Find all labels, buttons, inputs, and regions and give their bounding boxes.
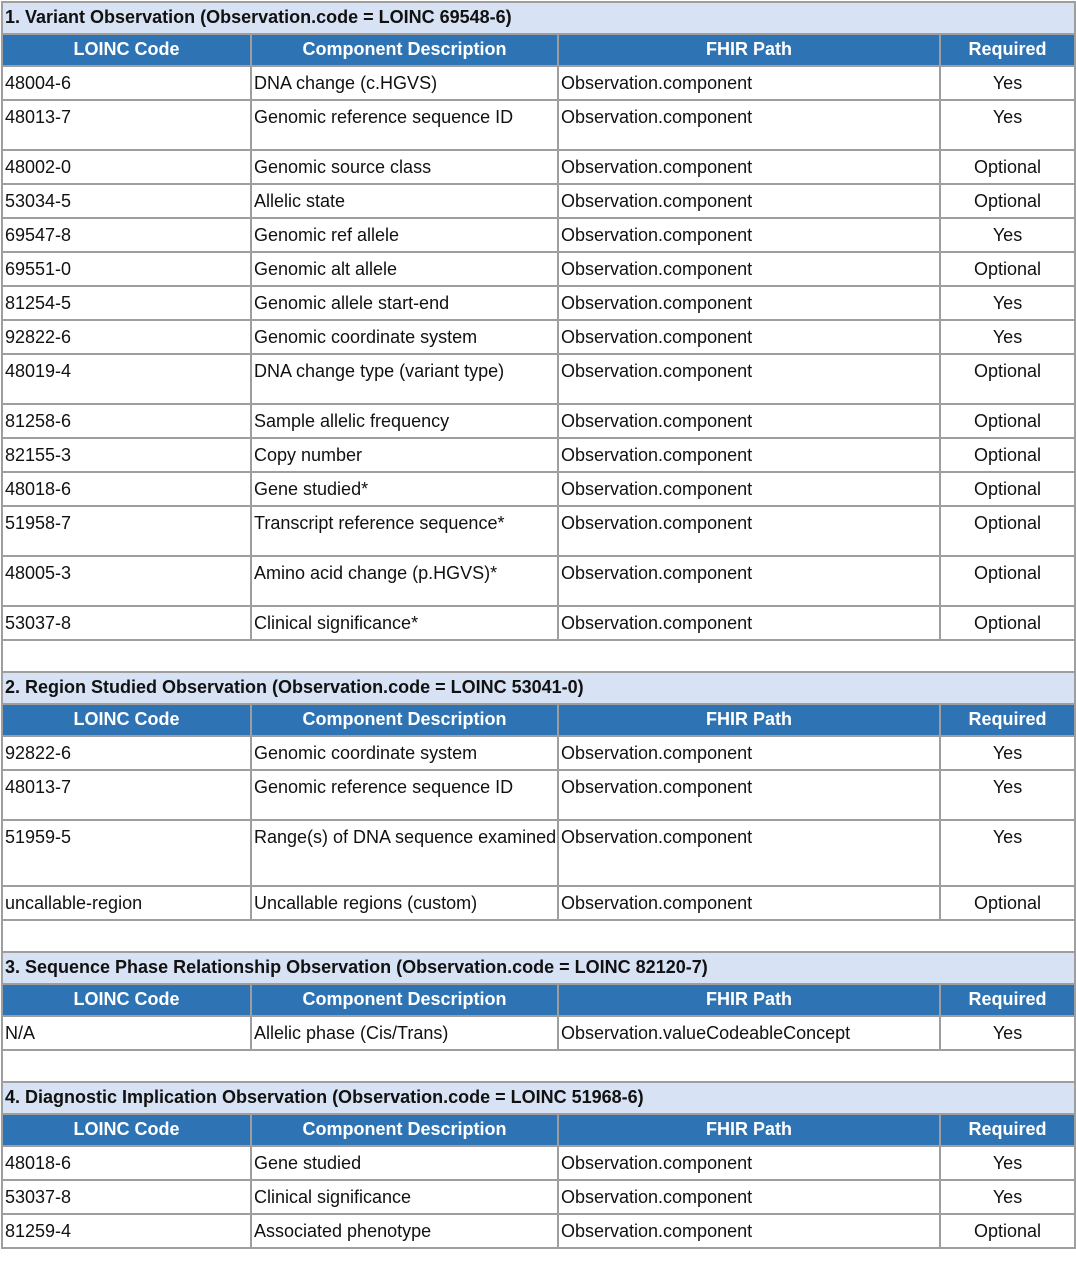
table-row: [2, 1214, 1075, 1248]
loinc-code-cell: 92822-6: [2, 320, 251, 354]
loinc-code-cell: 48004-6: [2, 66, 251, 100]
header-component-description: Component Description: [251, 34, 558, 66]
fhir-path-cell: Observation.component: [558, 100, 940, 150]
spacer-row: [2, 1050, 1075, 1082]
table-row: [2, 736, 1075, 770]
section-title: 3. Sequence Phase Relationship Observation (Observation.code = LOINC 82120-7): [2, 952, 1075, 984]
header-required: Required: [940, 1114, 1075, 1146]
section-title-row: [2, 952, 1075, 984]
loinc-code-cell: 48018-6: [2, 472, 251, 506]
description-cell: Gene studied*: [251, 472, 558, 506]
table-row: [2, 1016, 1075, 1050]
fhir-path-cell: Observation.component: [558, 438, 940, 472]
loinc-code-cell: 81258-6: [2, 404, 251, 438]
header-loinc-code: LOINC Code: [2, 704, 251, 736]
header-required: Required: [940, 984, 1075, 1016]
fhir-path-cell: Observation.component: [558, 252, 940, 286]
required-cell: Yes: [940, 1146, 1075, 1180]
required-cell: Optional: [940, 556, 1075, 606]
loinc-code-cell: 51959-5: [2, 820, 251, 886]
spacer-row: [2, 920, 1075, 952]
spacer-cell: [2, 1050, 1075, 1082]
loinc-code-cell: 53034-5: [2, 184, 251, 218]
spacer-cell: [2, 640, 1075, 672]
loinc-code-cell: 81254-5: [2, 286, 251, 320]
required-cell: Optional: [940, 472, 1075, 506]
description-cell: Genomic ref allele: [251, 218, 558, 252]
header-loinc-code: LOINC Code: [2, 1114, 251, 1146]
loinc-code-cell: 53037-8: [2, 606, 251, 640]
description-cell: Copy number: [251, 438, 558, 472]
header-fhir-path: FHIR Path: [558, 704, 940, 736]
fhir-path-cell: Observation.component: [558, 66, 940, 100]
required-cell: Optional: [940, 606, 1075, 640]
loinc-mapping-table: [1, 1, 1076, 1249]
fhir-path-cell: Observation.component: [558, 506, 940, 556]
section-title: 1. Variant Observation (Observation.code = LOINC 69548-6): [2, 2, 1075, 34]
header-required: Required: [940, 704, 1075, 736]
loinc-code-cell: 69547-8: [2, 218, 251, 252]
description-cell: Genomic reference sequence ID: [251, 770, 558, 820]
description-cell: Clinical significance: [251, 1180, 558, 1214]
description-cell: Genomic alt allele: [251, 252, 558, 286]
required-cell: Optional: [940, 404, 1075, 438]
fhir-path-cell: Observation.component: [558, 354, 940, 404]
fhir-path-cell: Observation.component: [558, 404, 940, 438]
loinc-code-cell: 81259-4: [2, 1214, 251, 1248]
table-row: [2, 66, 1075, 100]
fhir-path-cell: Observation.component: [558, 150, 940, 184]
fhir-path-cell: Observation.component: [558, 820, 940, 886]
description-cell: Allelic phase (Cis/Trans): [251, 1016, 558, 1050]
header-component-description: Component Description: [251, 1114, 558, 1146]
loinc-code-cell: 48018-6: [2, 1146, 251, 1180]
table-row: [2, 1146, 1075, 1180]
loinc-code-cell: N/A: [2, 1016, 251, 1050]
table-row: [2, 886, 1075, 920]
header-fhir-path: FHIR Path: [558, 1114, 940, 1146]
loinc-code-cell: 51958-7: [2, 506, 251, 556]
description-cell: Allelic state: [251, 184, 558, 218]
fhir-path-cell: Observation.component: [558, 1180, 940, 1214]
required-cell: Optional: [940, 184, 1075, 218]
section-title-row: [2, 1082, 1075, 1114]
description-cell: Genomic reference sequence ID: [251, 100, 558, 150]
description-cell: Sample allelic frequency: [251, 404, 558, 438]
description-cell: Transcript reference sequence*: [251, 506, 558, 556]
description-cell: Genomic coordinate system: [251, 736, 558, 770]
loinc-code-cell: 48002-0: [2, 150, 251, 184]
header-fhir-path: FHIR Path: [558, 34, 940, 66]
required-cell: Optional: [940, 1214, 1075, 1248]
required-cell: Yes: [940, 770, 1075, 820]
section-title-row: [2, 672, 1075, 704]
required-cell: Yes: [940, 1180, 1075, 1214]
table-row: [2, 218, 1075, 252]
column-header-row: [2, 984, 1075, 1016]
fhir-path-cell: Observation.component: [558, 218, 940, 252]
table-row: [2, 320, 1075, 354]
table-row: [2, 438, 1075, 472]
fhir-path-cell: Observation.component: [558, 1214, 940, 1248]
header-component-description: Component Description: [251, 704, 558, 736]
description-cell: DNA change type (variant type): [251, 354, 558, 404]
table-row: [2, 354, 1075, 404]
description-cell: Gene studied: [251, 1146, 558, 1180]
header-component-description: Component Description: [251, 984, 558, 1016]
fhir-path-cell: Observation.component: [558, 556, 940, 606]
description-cell: Associated phenotype: [251, 1214, 558, 1248]
description-cell: Genomic source class: [251, 150, 558, 184]
loinc-code-cell: uncallable-region: [2, 886, 251, 920]
fhir-path-cell: Observation.component: [558, 472, 940, 506]
loinc-code-cell: 48019-4: [2, 354, 251, 404]
fhir-path-cell: Observation.component: [558, 1146, 940, 1180]
description-cell: Genomic allele start-end: [251, 286, 558, 320]
header-loinc-code: LOINC Code: [2, 984, 251, 1016]
description-cell: Range(s) of DNA sequence examined: [251, 820, 558, 886]
section-title: 2. Region Studied Observation (Observation.code = LOINC 53041-0): [2, 672, 1075, 704]
header-loinc-code: LOINC Code: [2, 34, 251, 66]
header-fhir-path: FHIR Path: [558, 984, 940, 1016]
required-cell: Optional: [940, 886, 1075, 920]
required-cell: Optional: [940, 506, 1075, 556]
table-row: [2, 506, 1075, 556]
required-cell: Optional: [940, 438, 1075, 472]
required-cell: Yes: [940, 100, 1075, 150]
required-cell: Yes: [940, 218, 1075, 252]
table-row: [2, 100, 1075, 150]
spacer-cell: [2, 920, 1075, 952]
column-header-row: [2, 704, 1075, 736]
loinc-code-cell: 48013-7: [2, 100, 251, 150]
table-row: [2, 820, 1075, 886]
table-row: [2, 472, 1075, 506]
fhir-path-cell: Observation.component: [558, 886, 940, 920]
table-row: [2, 606, 1075, 640]
required-cell: Optional: [940, 354, 1075, 404]
fhir-path-cell: Observation.component: [558, 606, 940, 640]
table-row: [2, 150, 1075, 184]
table-row: [2, 252, 1075, 286]
description-cell: DNA change (c.HGVS): [251, 66, 558, 100]
loinc-code-cell: 92822-6: [2, 736, 251, 770]
section-title: 4. Diagnostic Implication Observation (Observation.code = LOINC 51968-6): [2, 1082, 1075, 1114]
column-header-row: [2, 1114, 1075, 1146]
required-cell: Yes: [940, 320, 1075, 354]
loinc-code-cell: 69551-0: [2, 252, 251, 286]
section-title-row: [2, 2, 1075, 34]
required-cell: Yes: [940, 736, 1075, 770]
fhir-path-cell: Observation.component: [558, 320, 940, 354]
loinc-code-cell: 48013-7: [2, 770, 251, 820]
description-cell: Uncallable regions (custom): [251, 886, 558, 920]
spacer-row: [2, 640, 1075, 672]
required-cell: Optional: [940, 150, 1075, 184]
table-row: [2, 1180, 1075, 1214]
description-cell: Genomic coordinate system: [251, 320, 558, 354]
table-row: [2, 184, 1075, 218]
fhir-path-cell: Observation.component: [558, 770, 940, 820]
table-row: [2, 770, 1075, 820]
table-row: [2, 556, 1075, 606]
required-cell: Yes: [940, 820, 1075, 886]
required-cell: Yes: [940, 66, 1075, 100]
header-required: Required: [940, 34, 1075, 66]
fhir-path-cell: Observation.component: [558, 736, 940, 770]
table-row: [2, 404, 1075, 438]
fhir-path-cell: Observation.component: [558, 184, 940, 218]
required-cell: Yes: [940, 286, 1075, 320]
fhir-path-cell: Observation.valueCodeableConcept: [558, 1016, 940, 1050]
loinc-code-cell: 48005-3: [2, 556, 251, 606]
fhir-path-cell: Observation.component: [558, 286, 940, 320]
table-row: [2, 286, 1075, 320]
loinc-code-cell: 82155-3: [2, 438, 251, 472]
loinc-code-cell: 53037-8: [2, 1180, 251, 1214]
description-cell: Amino acid change (p.HGVS)*: [251, 556, 558, 606]
required-cell: Yes: [940, 1016, 1075, 1050]
column-header-row: [2, 34, 1075, 66]
description-cell: Clinical significance*: [251, 606, 558, 640]
required-cell: Optional: [940, 252, 1075, 286]
